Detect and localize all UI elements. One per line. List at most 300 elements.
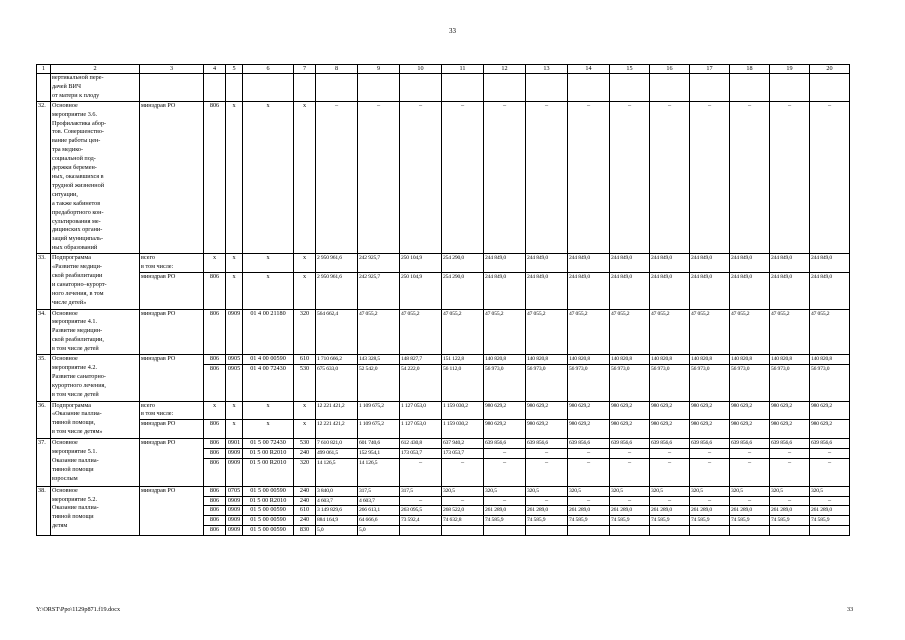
- amount-cell: [810, 74, 850, 102]
- amount-cell: 320,5: [568, 486, 610, 496]
- amount-cell: [442, 74, 484, 102]
- amount-cell: –: [810, 496, 850, 506]
- amount-cell: –: [690, 101, 730, 253]
- amount-cell: [400, 526, 442, 536]
- amount-cell: –: [358, 101, 400, 253]
- code-cell: x: [294, 272, 316, 309]
- amount-cell: –: [400, 458, 442, 486]
- amount-cell: 980 629,2: [650, 420, 690, 439]
- amount-cell: 261 289,0: [610, 506, 650, 516]
- amount-cell: 56 973,0: [526, 364, 568, 401]
- amount-cell: 244 849,0: [568, 254, 610, 273]
- amount-cell: 140 820,8: [730, 355, 770, 365]
- code-cell: 806: [204, 420, 226, 439]
- amount-cell: 56 973,0: [610, 364, 650, 401]
- amount-cell: 980 629,2: [484, 401, 526, 420]
- amount-cell: 244 849,0: [610, 254, 650, 273]
- row-name-text: вертикальной пере- дачей ВИЧ от матери к плоду: [52, 74, 104, 99]
- amount-cell: 261 289,0: [650, 506, 690, 516]
- header-cell: 1: [37, 65, 51, 74]
- code-cell: 610: [294, 355, 316, 365]
- amount-cell: –: [810, 449, 850, 459]
- amount-cell: [568, 74, 610, 102]
- amount-cell: –: [610, 449, 650, 459]
- code-cell: 806: [204, 439, 226, 449]
- amount-cell: 263 095,5: [400, 506, 442, 516]
- code-cell: x: [226, 420, 243, 439]
- header-cell: 3: [140, 65, 204, 74]
- amount-cell: 639 856,6: [770, 439, 810, 449]
- amount-cell: –: [568, 449, 610, 459]
- code-cell: 0909: [226, 496, 243, 506]
- amount-cell: 56 112,0: [442, 364, 484, 401]
- amount-cell: 244 849,0: [690, 272, 730, 309]
- header-cell: 14: [568, 65, 610, 74]
- amount-cell: 639 856,6: [650, 439, 690, 449]
- executor-text: всего в том числе:: [141, 254, 174, 271]
- table-row: [37, 74, 850, 102]
- amount-cell: 47 055,2: [650, 309, 690, 355]
- executor-cell: минздрав РО: [140, 309, 204, 355]
- amount-cell: 639 856,6: [610, 439, 650, 449]
- amount-cell: –: [484, 101, 526, 253]
- amount-cell: 250 104,9: [400, 272, 442, 309]
- row-name-text: Подпрограмма «Развитие медици- ской реабилитации и санаторно–курорт- ного лечения, в том числе детей»: [52, 254, 107, 306]
- code-cell: 0905: [226, 355, 243, 365]
- code-cell: 806: [204, 355, 226, 365]
- code-cell: 0705: [226, 486, 243, 496]
- amount-cell: 980 629,2: [650, 401, 690, 420]
- amount-cell: [730, 526, 770, 536]
- table-row: [37, 401, 850, 420]
- amount-cell: 5,0: [316, 526, 358, 536]
- executor-cell: [140, 401, 204, 420]
- row-number-cell: 37.: [37, 439, 51, 487]
- row-name-text: Основное мероприятие 5.1. Оказание паллиа- тивной помощи взрослым: [52, 439, 99, 482]
- amount-cell: 244 849,0: [484, 272, 526, 309]
- amount-cell: 47 055,2: [730, 309, 770, 355]
- amount-cell: [690, 526, 730, 536]
- amount-cell: 1 127 053,0: [400, 420, 442, 439]
- amount-cell: 244 849,0: [484, 254, 526, 273]
- amount-cell: –: [526, 449, 568, 459]
- amount-cell: 1 127 053,0: [400, 401, 442, 420]
- amount-cell: 74 585,9: [770, 516, 810, 526]
- amount-cell: –: [690, 496, 730, 506]
- table-row: [37, 272, 850, 309]
- amount-cell: [526, 74, 568, 102]
- amount-cell: [610, 74, 650, 102]
- code-cell: [294, 74, 316, 102]
- row-name-cell: [51, 439, 140, 487]
- amount-cell: 980 629,2: [730, 420, 770, 439]
- footer-file-path: Y:\ORST\Ppo\1129p871.f19.docx: [36, 606, 121, 613]
- amount-cell: 980 629,2: [810, 401, 850, 420]
- header-cell: 8: [316, 65, 358, 74]
- code-cell: x: [243, 101, 294, 253]
- amount-cell: 2 950 961,6: [316, 272, 358, 309]
- amount-cell: –: [730, 101, 770, 253]
- amount-cell: –: [442, 101, 484, 253]
- amount-cell: 56 973,0: [650, 364, 690, 401]
- amount-cell: –: [400, 101, 442, 253]
- amount-cell: 47 055,2: [690, 309, 730, 355]
- amount-cell: 320,5: [810, 486, 850, 496]
- header-cell: 11: [442, 65, 484, 74]
- amount-cell: –: [730, 449, 770, 459]
- executor-cell: [140, 420, 204, 439]
- amount-cell: –: [400, 496, 442, 506]
- amount-cell: –: [650, 458, 690, 486]
- code-cell: [204, 74, 226, 102]
- amount-cell: –: [770, 458, 810, 486]
- amount-cell: –: [526, 101, 568, 253]
- code-cell: 0909: [226, 516, 243, 526]
- amount-cell: –: [730, 496, 770, 506]
- amount-cell: 320,5: [526, 486, 568, 496]
- amount-cell: 152 954,1: [358, 449, 400, 459]
- amount-cell: 320,5: [690, 486, 730, 496]
- amount-cell: 56 973,0: [730, 364, 770, 401]
- amount-cell: 5,0: [358, 526, 400, 536]
- amount-cell: 639 856,6: [568, 439, 610, 449]
- amount-cell: 639 856,6: [484, 439, 526, 449]
- amount-cell: 140 820,8: [690, 355, 730, 365]
- code-cell: 240: [294, 486, 316, 496]
- amount-cell: 74 585,9: [690, 516, 730, 526]
- footer-page-number: 33: [847, 606, 854, 613]
- amount-cell: 244 849,0: [568, 272, 610, 309]
- amount-cell: 244 849,0: [770, 254, 810, 273]
- executor-text: минздрав РО: [141, 420, 176, 428]
- amount-cell: 980 629,2: [568, 420, 610, 439]
- amount-cell: 244 849,0: [650, 254, 690, 273]
- amount-cell: 74 585,9: [650, 516, 690, 526]
- amount-cell: [442, 526, 484, 536]
- amount-cell: 1 159 030,2: [442, 401, 484, 420]
- amount-cell: 320,5: [650, 486, 690, 496]
- amount-cell: 320,5: [442, 486, 484, 496]
- amount-cell: 1 159 030,2: [442, 420, 484, 439]
- executor-cell: минздрав РО: [140, 101, 204, 253]
- amount-cell: –: [568, 101, 610, 253]
- amount-cell: [358, 74, 400, 102]
- code-cell: 806: [204, 486, 226, 496]
- code-cell: 01 5 00 R2010: [243, 449, 294, 459]
- amount-cell: [650, 526, 690, 536]
- executor-cell: [140, 272, 204, 309]
- amount-cell: 244 849,0: [650, 272, 690, 309]
- amount-cell: 140 820,8: [770, 355, 810, 365]
- amount-cell: 980 629,2: [770, 420, 810, 439]
- amount-cell: [730, 74, 770, 102]
- code-cell: 0901: [226, 439, 243, 449]
- executor-cell: минздрав РО: [140, 355, 204, 402]
- amount-cell: 244 849,0: [770, 272, 810, 309]
- amount-cell: 4 603,7: [316, 496, 358, 506]
- code-cell: 01 5 00 00590: [243, 526, 294, 536]
- code-cell: 240: [294, 449, 316, 459]
- header-cell: 17: [690, 65, 730, 74]
- amount-cell: 12 221 421,2: [316, 401, 358, 420]
- amount-cell: –: [690, 449, 730, 459]
- amount-cell: 261 289,0: [484, 506, 526, 516]
- amount-cell: –: [650, 101, 690, 253]
- code-cell: x: [243, 254, 294, 273]
- amount-cell: 980 629,2: [526, 401, 568, 420]
- amount-cell: –: [610, 496, 650, 506]
- amount-cell: 320,5: [484, 486, 526, 496]
- header-cell: 7: [294, 65, 316, 74]
- code-cell: [243, 74, 294, 102]
- amount-cell: –: [770, 101, 810, 253]
- code-cell: 0909: [226, 309, 243, 355]
- header-cell: 13: [526, 65, 568, 74]
- code-cell: 01 5 00 R2010: [243, 458, 294, 486]
- code-cell: 806: [204, 449, 226, 459]
- amount-cell: 74 585,9: [810, 516, 850, 526]
- amount-cell: –: [442, 458, 484, 486]
- amount-cell: 140 820,8: [650, 355, 690, 365]
- amount-cell: 250 104,9: [400, 254, 442, 273]
- amount-cell: –: [810, 458, 850, 486]
- amount-cell: 64 666,6: [358, 516, 400, 526]
- table-row: [37, 486, 850, 496]
- amount-cell: 1 710 666,2: [316, 355, 358, 365]
- header-cell: 2: [51, 65, 140, 74]
- amount-cell: [484, 526, 526, 536]
- code-cell: 240: [294, 496, 316, 506]
- amount-cell: 244 849,0: [690, 254, 730, 273]
- code-cell: 01 5 00 R2010: [243, 496, 294, 506]
- table-row: [37, 355, 850, 365]
- amount-cell: 242 925,7: [358, 272, 400, 309]
- amount-cell: 639 856,6: [810, 439, 850, 449]
- code-cell: 806: [204, 506, 226, 516]
- amount-cell: 980 629,2: [730, 401, 770, 420]
- code-cell: x: [243, 401, 294, 420]
- amount-cell: 320,5: [610, 486, 650, 496]
- executor-cell: минздрав РО: [140, 439, 204, 487]
- amount-cell: –: [442, 496, 484, 506]
- amount-cell: 56 973,0: [770, 364, 810, 401]
- code-cell: 806: [204, 526, 226, 536]
- row-name-cell: [51, 309, 140, 355]
- amount-cell: 14 126,5: [358, 458, 400, 486]
- amount-cell: 56 973,0: [810, 364, 850, 401]
- code-cell: x: [243, 420, 294, 439]
- code-cell: 0909: [226, 458, 243, 486]
- amount-cell: 244 849,0: [730, 272, 770, 309]
- code-cell: 806: [204, 309, 226, 355]
- code-cell: 806: [204, 364, 226, 401]
- table-row: [37, 101, 850, 253]
- amount-cell: 639 856,6: [526, 439, 568, 449]
- header-cell: 20: [810, 65, 850, 74]
- code-cell: 0905: [226, 364, 243, 401]
- header-cell: 9: [358, 65, 400, 74]
- code-cell: 0909: [226, 506, 243, 516]
- amount-cell: 3 149 829,6: [316, 506, 358, 516]
- code-cell: x: [226, 254, 243, 273]
- amount-cell: 980 629,2: [690, 401, 730, 420]
- amount-cell: 601 740,6: [358, 439, 400, 449]
- code-cell: [226, 74, 243, 102]
- amount-cell: 47 055,2: [484, 309, 526, 355]
- amount-cell: 56 973,0: [484, 364, 526, 401]
- amount-cell: 320,5: [730, 486, 770, 496]
- header-cell: 12: [484, 65, 526, 74]
- row-name-cell: [51, 254, 140, 309]
- code-cell: 0909: [226, 449, 243, 459]
- amount-cell: 266 613,1: [358, 506, 400, 516]
- amount-cell: 56 973,0: [568, 364, 610, 401]
- amount-cell: –: [650, 496, 690, 506]
- amount-cell: 261 289,0: [690, 506, 730, 516]
- code-cell: x: [294, 420, 316, 439]
- code-cell: 806: [204, 101, 226, 253]
- amount-cell: 140 820,8: [484, 355, 526, 365]
- amount-cell: 244 849,0: [810, 254, 850, 273]
- code-cell: 806: [204, 516, 226, 526]
- row-name-text: Основное мероприятие 5.2. Оказание паллиа- тивной помощи детям: [52, 486, 99, 530]
- amount-cell: 47 055,2: [526, 309, 568, 355]
- amount-cell: 143 328,5: [358, 355, 400, 365]
- amount-cell: 242 925,7: [358, 254, 400, 273]
- row-number-cell: 38.: [37, 486, 51, 536]
- code-cell: 01 4 00 72430: [243, 364, 294, 401]
- amount-cell: 140 820,8: [610, 355, 650, 365]
- row-number-cell: 32.: [37, 101, 51, 253]
- amount-cell: 980 629,2: [610, 401, 650, 420]
- code-cell: x: [226, 101, 243, 253]
- amount-cell: 639 856,6: [690, 439, 730, 449]
- amount-cell: 148 827,7: [400, 355, 442, 365]
- amount-cell: –: [810, 101, 850, 253]
- amount-cell: 564 662,4: [316, 309, 358, 355]
- code-cell: 01 5 00 00590: [243, 516, 294, 526]
- amount-cell: 52 542,0: [358, 364, 400, 401]
- row-name-text: Основное мероприятие 4.1. Развитие медицин- ской реабилитации, в том числе детей: [52, 309, 104, 353]
- amount-cell: [690, 74, 730, 102]
- amount-cell: 980 629,2: [610, 420, 650, 439]
- program-financing-table: [36, 64, 850, 536]
- code-cell: 530: [294, 364, 316, 401]
- row-name-cell: [51, 401, 140, 439]
- code-cell: 830: [294, 526, 316, 536]
- amount-cell: 47 055,2: [568, 309, 610, 355]
- amount-cell: 7 610 821,0: [316, 439, 358, 449]
- amount-cell: 980 629,2: [690, 420, 730, 439]
- row-name-cell: [51, 486, 140, 536]
- amount-cell: –: [770, 496, 810, 506]
- executor-text: минздрав РО: [141, 272, 176, 280]
- amount-cell: 74 585,9: [730, 516, 770, 526]
- amount-cell: 884 164,9: [316, 516, 358, 526]
- executor-cell: минздрав РО: [140, 486, 204, 536]
- amount-cell: 268 522,0: [442, 506, 484, 516]
- row-name-text: Основное мероприятие 4.2. Развитие санаторно- курортного лечения, в том числе детей: [52, 355, 106, 398]
- amount-cell: 980 629,2: [770, 401, 810, 420]
- amount-cell: [610, 526, 650, 536]
- amount-cell: 14 126,5: [316, 458, 358, 486]
- code-cell: x: [226, 401, 243, 420]
- code-cell: x: [294, 401, 316, 420]
- amount-cell: 261 289,0: [730, 506, 770, 516]
- page-number-top: 33: [449, 27, 456, 35]
- code-cell: x: [204, 254, 226, 273]
- row-name-text: Подпрограмма «Оказание паллиа- тивной помощи, в том числе детям»: [52, 401, 103, 436]
- amount-cell: 47 055,2: [358, 309, 400, 355]
- table-header-row: [37, 65, 850, 74]
- amount-cell: [526, 526, 568, 536]
- amount-cell: 675 633,0: [316, 364, 358, 401]
- amount-cell: [400, 74, 442, 102]
- amount-cell: –: [484, 449, 526, 459]
- code-cell: x: [294, 254, 316, 273]
- code-cell: 320: [294, 458, 316, 486]
- amount-cell: 74 585,9: [526, 516, 568, 526]
- amount-cell: –: [610, 101, 650, 253]
- table-row: [37, 254, 850, 273]
- amount-cell: –: [316, 101, 358, 253]
- code-cell: 530: [294, 439, 316, 449]
- amount-cell: [650, 74, 690, 102]
- code-cell: 806: [204, 496, 226, 506]
- amount-cell: 3 840,0: [316, 486, 358, 496]
- amount-cell: [316, 74, 358, 102]
- amount-cell: 47 055,2: [610, 309, 650, 355]
- code-cell: 240: [294, 516, 316, 526]
- amount-cell: –: [484, 496, 526, 506]
- table-row: [37, 309, 850, 355]
- amount-cell: 980 629,2: [568, 401, 610, 420]
- amount-cell: –: [526, 496, 568, 506]
- amount-cell: 261 289,0: [810, 506, 850, 516]
- amount-cell: 1 109 675,2: [358, 420, 400, 439]
- code-cell: 610: [294, 506, 316, 516]
- amount-cell: 980 629,2: [484, 420, 526, 439]
- amount-cell: 980 629,2: [526, 420, 568, 439]
- executor-cell: [140, 254, 204, 273]
- row-number-cell: [37, 74, 51, 102]
- code-cell: 320: [294, 309, 316, 355]
- code-cell: 01 5 00 00590: [243, 506, 294, 516]
- code-cell: x: [294, 101, 316, 253]
- amount-cell: 173 053,7: [400, 449, 442, 459]
- amount-cell: 12 221 421,2: [316, 420, 358, 439]
- header-cell: 16: [650, 65, 690, 74]
- amount-cell: 4 603,7: [358, 496, 400, 506]
- table-row: [37, 439, 850, 449]
- amount-cell: 320,5: [770, 486, 810, 496]
- row-number-cell: 33.: [37, 254, 51, 309]
- amount-cell: 47 055,2: [770, 309, 810, 355]
- code-cell: 01 4 00 00590: [243, 355, 294, 365]
- header-cell: 6: [243, 65, 294, 74]
- amount-cell: –: [526, 458, 568, 486]
- header-cell: 15: [610, 65, 650, 74]
- amount-cell: 254 290,0: [442, 254, 484, 273]
- row-number-cell: 35.: [37, 355, 51, 402]
- amount-cell: 261 289,0: [770, 506, 810, 516]
- code-cell: x: [243, 272, 294, 309]
- amount-cell: 47 055,2: [400, 309, 442, 355]
- code-cell: 806: [204, 458, 226, 486]
- amount-cell: –: [484, 458, 526, 486]
- amount-cell: 74 585,9: [484, 516, 526, 526]
- amount-cell: –: [690, 458, 730, 486]
